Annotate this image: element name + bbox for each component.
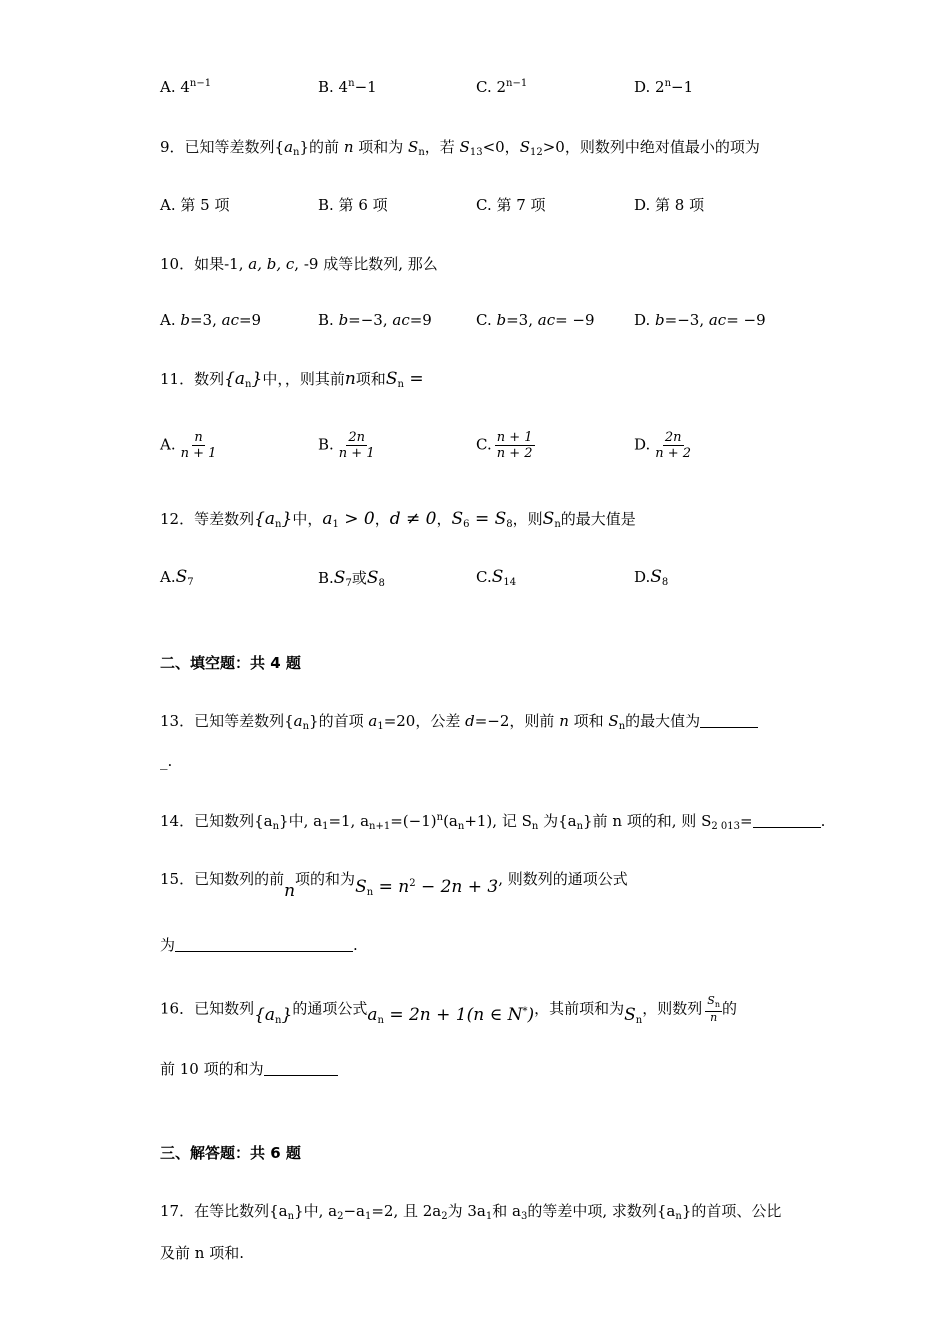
q11-option-d[interactable]: D. $\frac{2n}{n + 2}$ [634, 430, 692, 461]
q13-stem: 13．已知等差数列$\{a_n\}$的首项 $a_1=20$，公差 d=−2，则前 n 项和 $S_n$的最大值为 [160, 710, 758, 732]
q16-answer-blank[interactable] [264, 1061, 338, 1076]
section-2-heading: 二、填空题：共 4 题 [160, 654, 301, 672]
q8-option-b[interactable]: B. $4^n-1$ [318, 78, 377, 96]
q11-option-a[interactable]: A. $\frac{n}{n + 1}$ [160, 430, 217, 461]
q8-option-a[interactable]: A. $4^{n-1}$ [160, 78, 212, 96]
q11-stem: 11．数列$\{a_n\}$中，，则其前n项和$S_n$ = [160, 369, 424, 390]
q17-line2: 及前 n 项和. [160, 1244, 244, 1262]
section-3-heading: 三、解答题：共 6 题 [160, 1144, 301, 1162]
q9-option-c[interactable]: C. 第 7 项 [476, 196, 546, 214]
q16-line2: 前 10 项的和为 [160, 1058, 338, 1079]
q10-option-a[interactable]: A. b=3, ac=9 [160, 311, 262, 329]
q12-stem: 12．等差数列$\{a_n\}$中，$a_1 > 0$，d ≠ 0，$S_6 = S_8$，则$S_n$的最大值是 [160, 509, 636, 530]
q15-stem: 15．已知数列的前n项的和为$S_n = n^2 - 2n + 3$, 则数列的通项公式 [160, 870, 628, 901]
q9-option-a[interactable]: A. 第 5 项 [160, 196, 230, 214]
q14-answer-blank[interactable] [753, 813, 821, 828]
q9-option-d[interactable]: D. 第 8 项 [634, 196, 705, 214]
q8-option-c[interactable]: C. $2^{n-1}$ [476, 78, 528, 96]
q17-stem: 17．在等比数列$\{a_n\}$中, $a_2-a_1=2$, 且 $2a_2$为 $3a_1$和 $a_3$的等差中项, 求数列$\{a_n\}$的首项、公比 [160, 1202, 782, 1222]
q10-option-b[interactable]: B. b=−3, ac=9 [318, 311, 432, 329]
q12-option-b[interactable]: $B.S_7$或$S_8$ [318, 568, 385, 589]
q13-line2: _. [160, 752, 173, 770]
q15-answer-blank[interactable] [175, 937, 353, 952]
q10-option-d[interactable]: D. b=−3, ac= −9 [634, 311, 766, 329]
q11-option-b[interactable]: B. $\frac{2n}{n + 1}$ [318, 430, 375, 461]
q11-option-c[interactable]: C. $\frac{n + 1}{n + 2}$ [476, 430, 533, 461]
q14-stem: 14．已知数列$\{a_n\}$中, $a_1=1$, $a_{n+1}=(-1)^n(a_n+1)$, 记 $S_n$ 为$\{a_n\}$前 n 项的和, 则 $S_{2 013}=$ . [160, 812, 826, 832]
q9-option-b[interactable]: B. 第 6 项 [318, 196, 388, 214]
q10-stem: 10．如果-1, a, b, c, -9 成等比数列, 那么 [160, 255, 438, 273]
q9-stem: 9．已知等差数列$\{a_n\}$的前 n 项和为 $S_n$，若 $S_{13}<0$，$S_{12}>0$，则数列中绝对值最小的项为 [160, 138, 760, 158]
q15-line2: 为 . [160, 936, 358, 954]
q12-option-a[interactable]: $A.S_7$ [160, 567, 194, 588]
q16-stem: 16．已知数列$\{a_n\}$的通项公式$a_n = 2n + 1(n$ ∈ N*)，其前项和为$S_n$，则数列 $\frac{S_n}{n}$ 的 [160, 994, 737, 1026]
q8-option-d[interactable]: D. $2^n-1$ [634, 78, 694, 96]
q12-option-d[interactable]: $D.S_8$ [634, 567, 669, 588]
q12-option-c[interactable]: $C.S_{14}$ [476, 567, 517, 588]
q13-answer-blank[interactable] [700, 713, 758, 728]
q10-option-c[interactable]: C. b=3, ac= −9 [476, 311, 595, 329]
